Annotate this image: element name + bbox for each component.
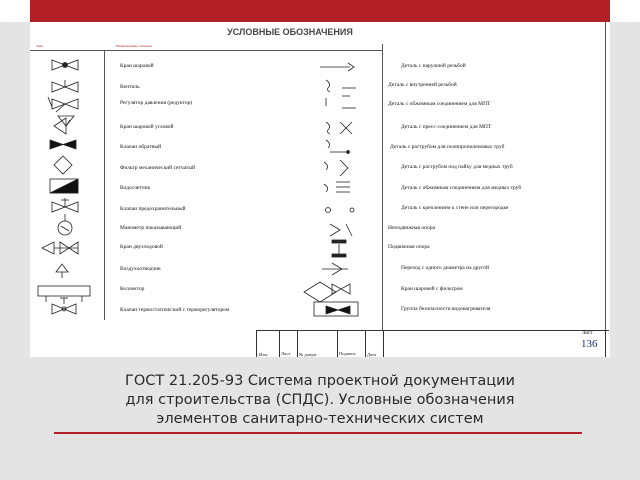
left-row-label: Фильтр механический сетчатый xyxy=(120,165,195,171)
left-row-label: Воздухоотводчик xyxy=(120,266,161,272)
left-row-label: Вентиль xyxy=(120,84,140,90)
right-row-label: Деталь с креплением к стене или перегородке xyxy=(401,205,509,211)
left-row-label: Коллектор xyxy=(120,286,145,292)
ball-valve-filter-symbol xyxy=(304,282,350,302)
right-row-label: Деталь с наружной резьбой xyxy=(401,63,466,69)
caption-line: ГОСТ 21.205-93 Система проектной документации xyxy=(125,373,515,389)
caption-underline xyxy=(54,432,582,434)
stamp-label: Подпись xyxy=(339,351,356,356)
right-row-label: Неподвижная опора xyxy=(388,225,436,231)
left-row-label: Водосчетчик xyxy=(120,185,151,191)
press-fitting-symbol xyxy=(326,122,352,134)
socket-pp-symbol xyxy=(326,140,350,154)
stamp-label: № докум. xyxy=(299,352,318,357)
left-row-label: Клапан обратный xyxy=(120,144,162,150)
right-row-label: Деталь с обжимным соединением для МПТ xyxy=(388,101,491,107)
column-header-name: Наименование элемента xyxy=(116,44,153,48)
sliding-support-symbol xyxy=(332,240,346,257)
right-row-label: Деталь с пресс-соединением для МПТ xyxy=(401,124,492,130)
reducer-symbol xyxy=(322,263,348,275)
caption xyxy=(40,372,600,429)
left-row-label: Кран шаровой угловой xyxy=(120,124,174,130)
caption-line: элементов санитарно-технических систем xyxy=(156,411,484,427)
right-row-label: Группа безопасности водонагревателя xyxy=(401,306,491,312)
caption-line: для строительства (СПДС). Условные обозначения xyxy=(125,392,515,408)
right-row-label: Деталь с раструбом для полипропиленовых труб xyxy=(390,144,505,150)
sheet-title: УСЛОВНЫЕ ОБОЗНАЧЕНИЯ xyxy=(227,27,353,37)
right-row-label: Деталь с раструбом под пайку для медных труб xyxy=(401,164,513,170)
left-row-label: Манометр показывающий xyxy=(120,225,182,231)
stamp-label: Изм. xyxy=(259,352,268,357)
left-row-label: Регулятор давления (редуктор) xyxy=(120,100,193,106)
stamp-label: Дата xyxy=(367,352,376,357)
safety-group-symbol xyxy=(314,302,358,316)
wall-mount-symbol xyxy=(326,208,355,213)
column-header-sign: Знак xyxy=(36,44,43,48)
right-row-label: Подвижная опора xyxy=(388,244,430,250)
sheet-label: Лист xyxy=(582,331,593,336)
stamp-label: Лист xyxy=(281,351,291,356)
right-row-label: Деталь с внутренней резьбой xyxy=(388,82,457,88)
right-row-label: Деталь с обжимным соединением для медных труб xyxy=(401,185,522,191)
sheet-number: 136 xyxy=(581,338,598,350)
title-block xyxy=(256,330,609,357)
top-accent-bar xyxy=(30,0,610,22)
fixed-support-symbol xyxy=(330,224,352,236)
connection-symbols xyxy=(30,22,610,332)
right-row-label: Переход с одного диаметра на другой xyxy=(401,265,489,271)
external-thread-symbol xyxy=(320,63,354,71)
internal-thread-symbol xyxy=(326,80,356,92)
compression-mpt-symbol xyxy=(326,96,356,108)
left-row-label: Кран шаровой xyxy=(120,63,154,69)
top-bar xyxy=(0,0,640,22)
socket-copper-symbol xyxy=(324,160,348,176)
left-row-label: Клапан термостатический с терморегулятором xyxy=(120,307,230,313)
drawing-sheet xyxy=(30,22,610,357)
left-row-label: Кран двухходовой xyxy=(120,244,163,250)
right-row-label: Кран шаровой с фильтром xyxy=(401,286,463,292)
compression-copper-symbol xyxy=(324,182,350,192)
left-row-label: Клапан предохранительный xyxy=(120,206,186,212)
